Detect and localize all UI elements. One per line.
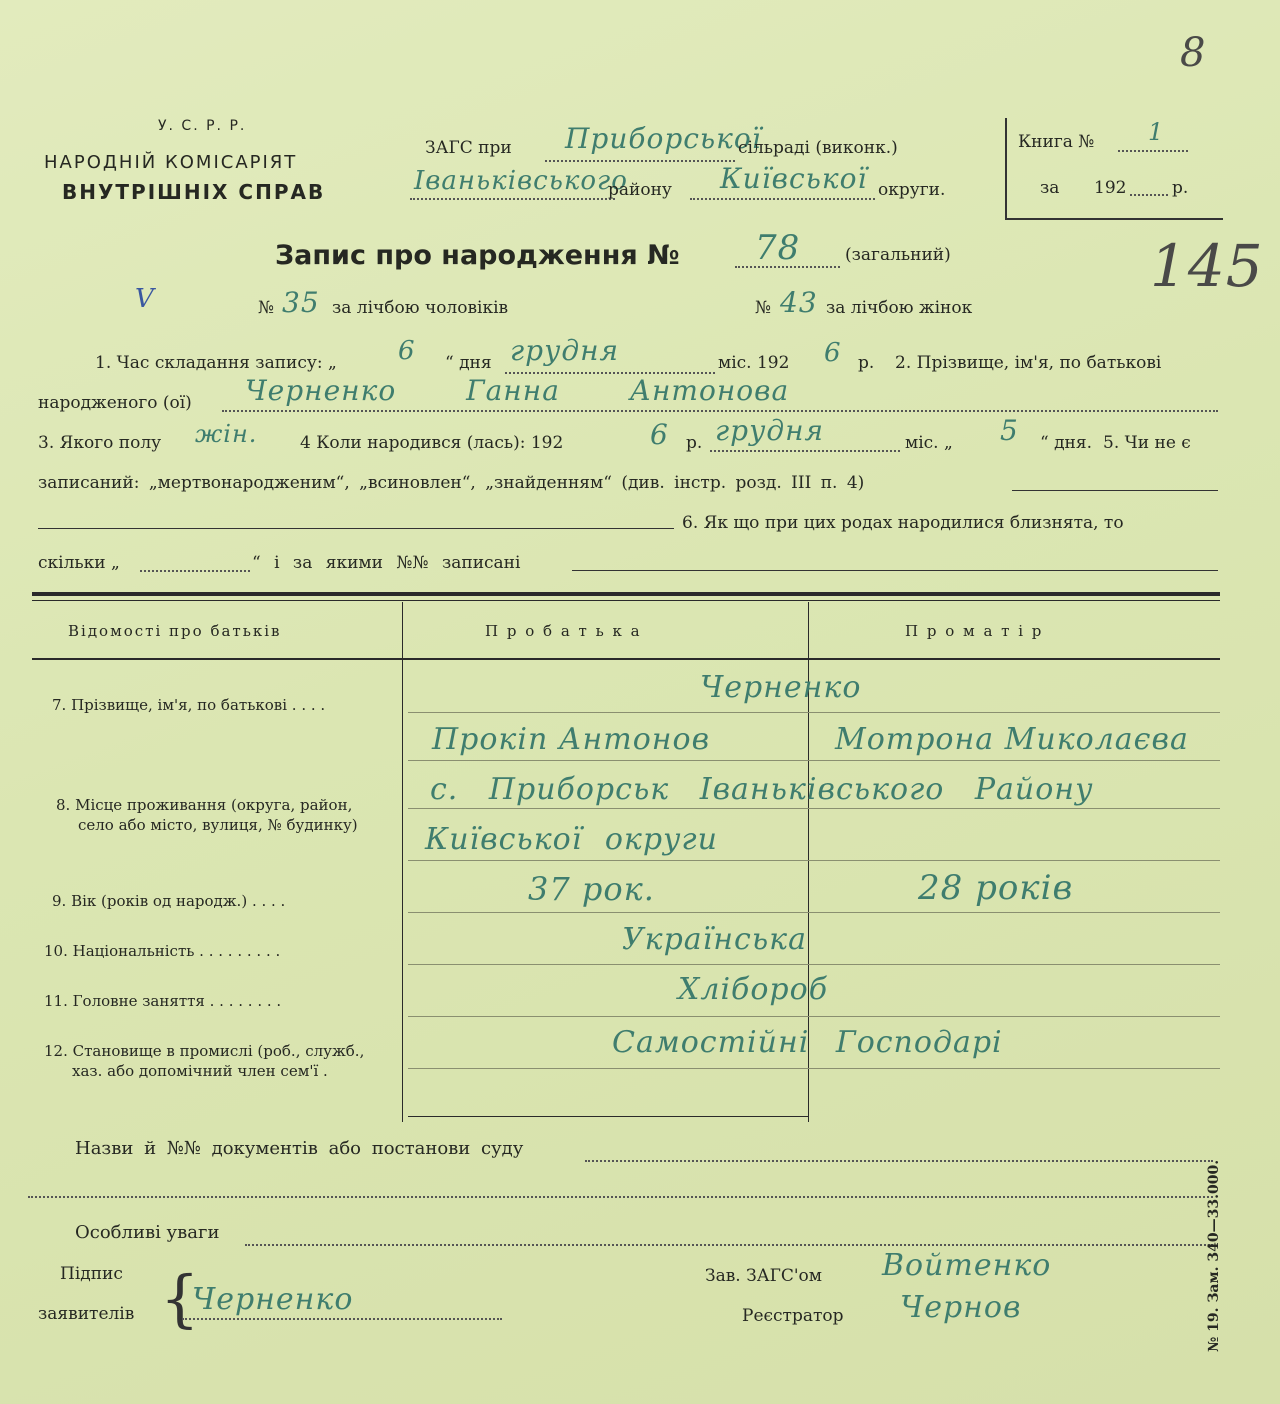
mother-name-hand: Мотрона Миколаєва <box>835 722 1189 757</box>
book-dots <box>1118 150 1188 152</box>
sex-hand: жін. <box>195 420 258 448</box>
sign-label-1: Підпис <box>60 1264 123 1284</box>
rayon-dots <box>410 198 615 200</box>
table-row-rule <box>408 860 1220 861</box>
r-label: р. <box>858 353 875 373</box>
born-day-hand: 5 <box>1000 414 1019 447</box>
father-age-hand: 37 рок. <box>528 870 655 908</box>
women-no-label: № <box>755 298 772 318</box>
zags-prefix: ЗАГС при <box>425 138 512 158</box>
table-row-rule <box>408 760 1220 761</box>
table-header-mother: П р о м а т і р <box>905 622 1044 640</box>
how-many-line <box>572 570 1218 571</box>
book-label: Книга № <box>1018 132 1095 152</box>
row-label-status-1: 12. Становище в промислі (роб., служб., <box>44 1042 365 1060</box>
year-hand: 6 <box>824 338 842 368</box>
rayon-label: району <box>608 180 672 200</box>
check-mark: V <box>135 284 155 314</box>
born-mis-label: міс. „ <box>905 433 953 453</box>
item5-label: 5. Чи не є <box>1103 433 1191 453</box>
women-count-label: за лічбою жінок <box>826 298 973 318</box>
table-divider-1 <box>402 602 403 1122</box>
sign-brace: { <box>160 1262 200 1335</box>
selrada-hand: Приборської <box>565 122 762 155</box>
mother-age-hand: 28 років <box>918 868 1074 908</box>
table-row-rule <box>408 712 1220 713</box>
time-label: 1. Час складання запису: „ <box>95 353 337 373</box>
how-many-dots <box>140 570 250 572</box>
table-row-rule <box>408 1068 1220 1069</box>
how-many-label: скільки „ <box>38 553 120 573</box>
selrada-dots <box>545 160 735 162</box>
child-name-hand: Черненко Ганна Антонова <box>245 374 790 407</box>
men-count-hand: 35 <box>282 286 320 319</box>
row-label-residence-2: село або місто, вулиця, № будинку) <box>78 816 358 834</box>
registrar-label: Реєстратор <box>742 1306 844 1326</box>
table-top-rule <box>32 592 1220 596</box>
day-hand: 6 <box>398 336 416 366</box>
born-r-label: р. <box>686 433 703 453</box>
table-row-rule <box>408 1016 1220 1017</box>
commissariat-line2: ВНУТРІШНІХ СПРАВ <box>62 180 326 204</box>
born-month-hand: грудня <box>715 414 825 447</box>
status-hand: Самостійні Господарі <box>612 1025 1003 1060</box>
father-name-hand: Прокіп Антонов <box>432 722 711 757</box>
head-label: Зав. ЗАГС'ом <box>705 1266 822 1286</box>
born-day-label: “ дня. <box>1040 433 1093 453</box>
residence-hand-1: с. Приборськ Іваньківського Району <box>430 772 1094 807</box>
applicant-sign-dots <box>182 1318 502 1320</box>
book-year-dots <box>1130 194 1168 196</box>
selrada-label: сільраді (виконк.) <box>738 138 898 158</box>
table-bottom-rule <box>408 1116 808 1117</box>
head-sign-hand: Войтенко <box>882 1248 1052 1283</box>
book-number-hand: 1 <box>1148 118 1165 146</box>
row-label-name: 7. Прізвище, ім'я, по батькові . . . . <box>52 696 326 714</box>
occupation-hand: Хлібороб <box>678 972 829 1007</box>
applicant-sign-hand: Черненко <box>192 1282 354 1317</box>
documents-dots-2 <box>28 1196 1213 1198</box>
row-label-status-2: хаз. або допомічний член сем'ї . <box>72 1062 328 1080</box>
month-label: міс. 192 <box>718 353 790 373</box>
notes-dots <box>245 1244 1213 1246</box>
born-month-dots <box>710 450 900 452</box>
recorded-label: записаний: „мертвонародженим“, „всиновлен“, „знайденням“ (див. інстр. розд. III п. 4) <box>38 473 865 493</box>
sign-label-2: заявителів <box>38 1304 135 1324</box>
table-header-father: П р о б а т ь к а <box>485 622 642 640</box>
documents-label: Назви й №№ документів або постанови суду <box>75 1138 524 1159</box>
record-title: Запис про народження № <box>275 240 680 271</box>
notes-label: Особливі уваги <box>75 1222 220 1243</box>
book-for-label: за <box>1040 178 1060 198</box>
table-top-rule-thin <box>32 600 1220 601</box>
men-no-label: № <box>258 298 275 318</box>
okrug-label: округи. <box>878 180 946 200</box>
born-label: народженого (ої) <box>38 393 192 413</box>
record-number-hand: 78 <box>755 228 801 268</box>
page-mark: 8 <box>1180 30 1207 76</box>
born-year-hand: 6 <box>650 418 669 451</box>
women-count-hand: 43 <box>780 286 818 319</box>
how-many-end: “ і за якими №№ записані <box>252 553 521 573</box>
table-header-rule <box>32 658 1220 660</box>
table-row-rule <box>408 912 1220 913</box>
book-r: р. <box>1172 178 1189 198</box>
okrug-dots <box>690 198 875 200</box>
row-label-occupation: 11. Головне заняття . . . . . . . . <box>44 992 282 1010</box>
table-row-rule <box>408 964 1220 965</box>
when-label: 4 Коли народився (лась): 192 <box>300 433 564 453</box>
row-label-nationality: 10. Національність . . . . . . . . . <box>44 942 281 960</box>
recorded-line <box>1012 490 1218 491</box>
side-print: № 19. Зам. 340—33.000. <box>1206 1159 1222 1352</box>
twins-line <box>38 528 674 529</box>
documents-dots <box>585 1160 1213 1162</box>
day-label: “ дня <box>445 353 492 373</box>
sex-label: 3. Якого полу <box>38 433 162 453</box>
republic-label: У. С. Р. Р. <box>158 118 247 134</box>
nationality-hand: Українська <box>622 922 807 957</box>
item6-label: 6. Як що при цих родах народилися близнята, то <box>682 513 1124 533</box>
table-header-parents: Відомості про батьків <box>68 622 282 640</box>
residence-hand-2: Київської округи <box>425 822 718 857</box>
okrug-hand: Київської <box>720 162 868 195</box>
registrar-sign-hand: Чернов <box>900 1290 1022 1325</box>
men-count-label: за лічбою чоловіків <box>332 298 509 318</box>
name-dots <box>222 410 1218 412</box>
month-hand: грудня <box>510 334 620 367</box>
record-number-suffix: (загальний) <box>845 245 951 265</box>
row-label-age: 9. Вік (років од народж.) . . . . <box>52 892 286 910</box>
table-row-rule <box>408 808 1220 809</box>
book-year: 192 <box>1094 178 1127 198</box>
rayon-hand: Іваньківського <box>414 166 628 196</box>
side-number-hand: 145 <box>1150 232 1264 300</box>
item2-label: 2. Прізвище, ім'я, по батькові <box>895 353 1162 373</box>
surname-hand: Черненко <box>700 670 862 705</box>
row-label-residence-1: 8. Місце проживання (округа, район, <box>56 796 353 814</box>
commissariat-line1: НАРОДНІЙ КОМІСАРІЯТ <box>44 152 298 173</box>
